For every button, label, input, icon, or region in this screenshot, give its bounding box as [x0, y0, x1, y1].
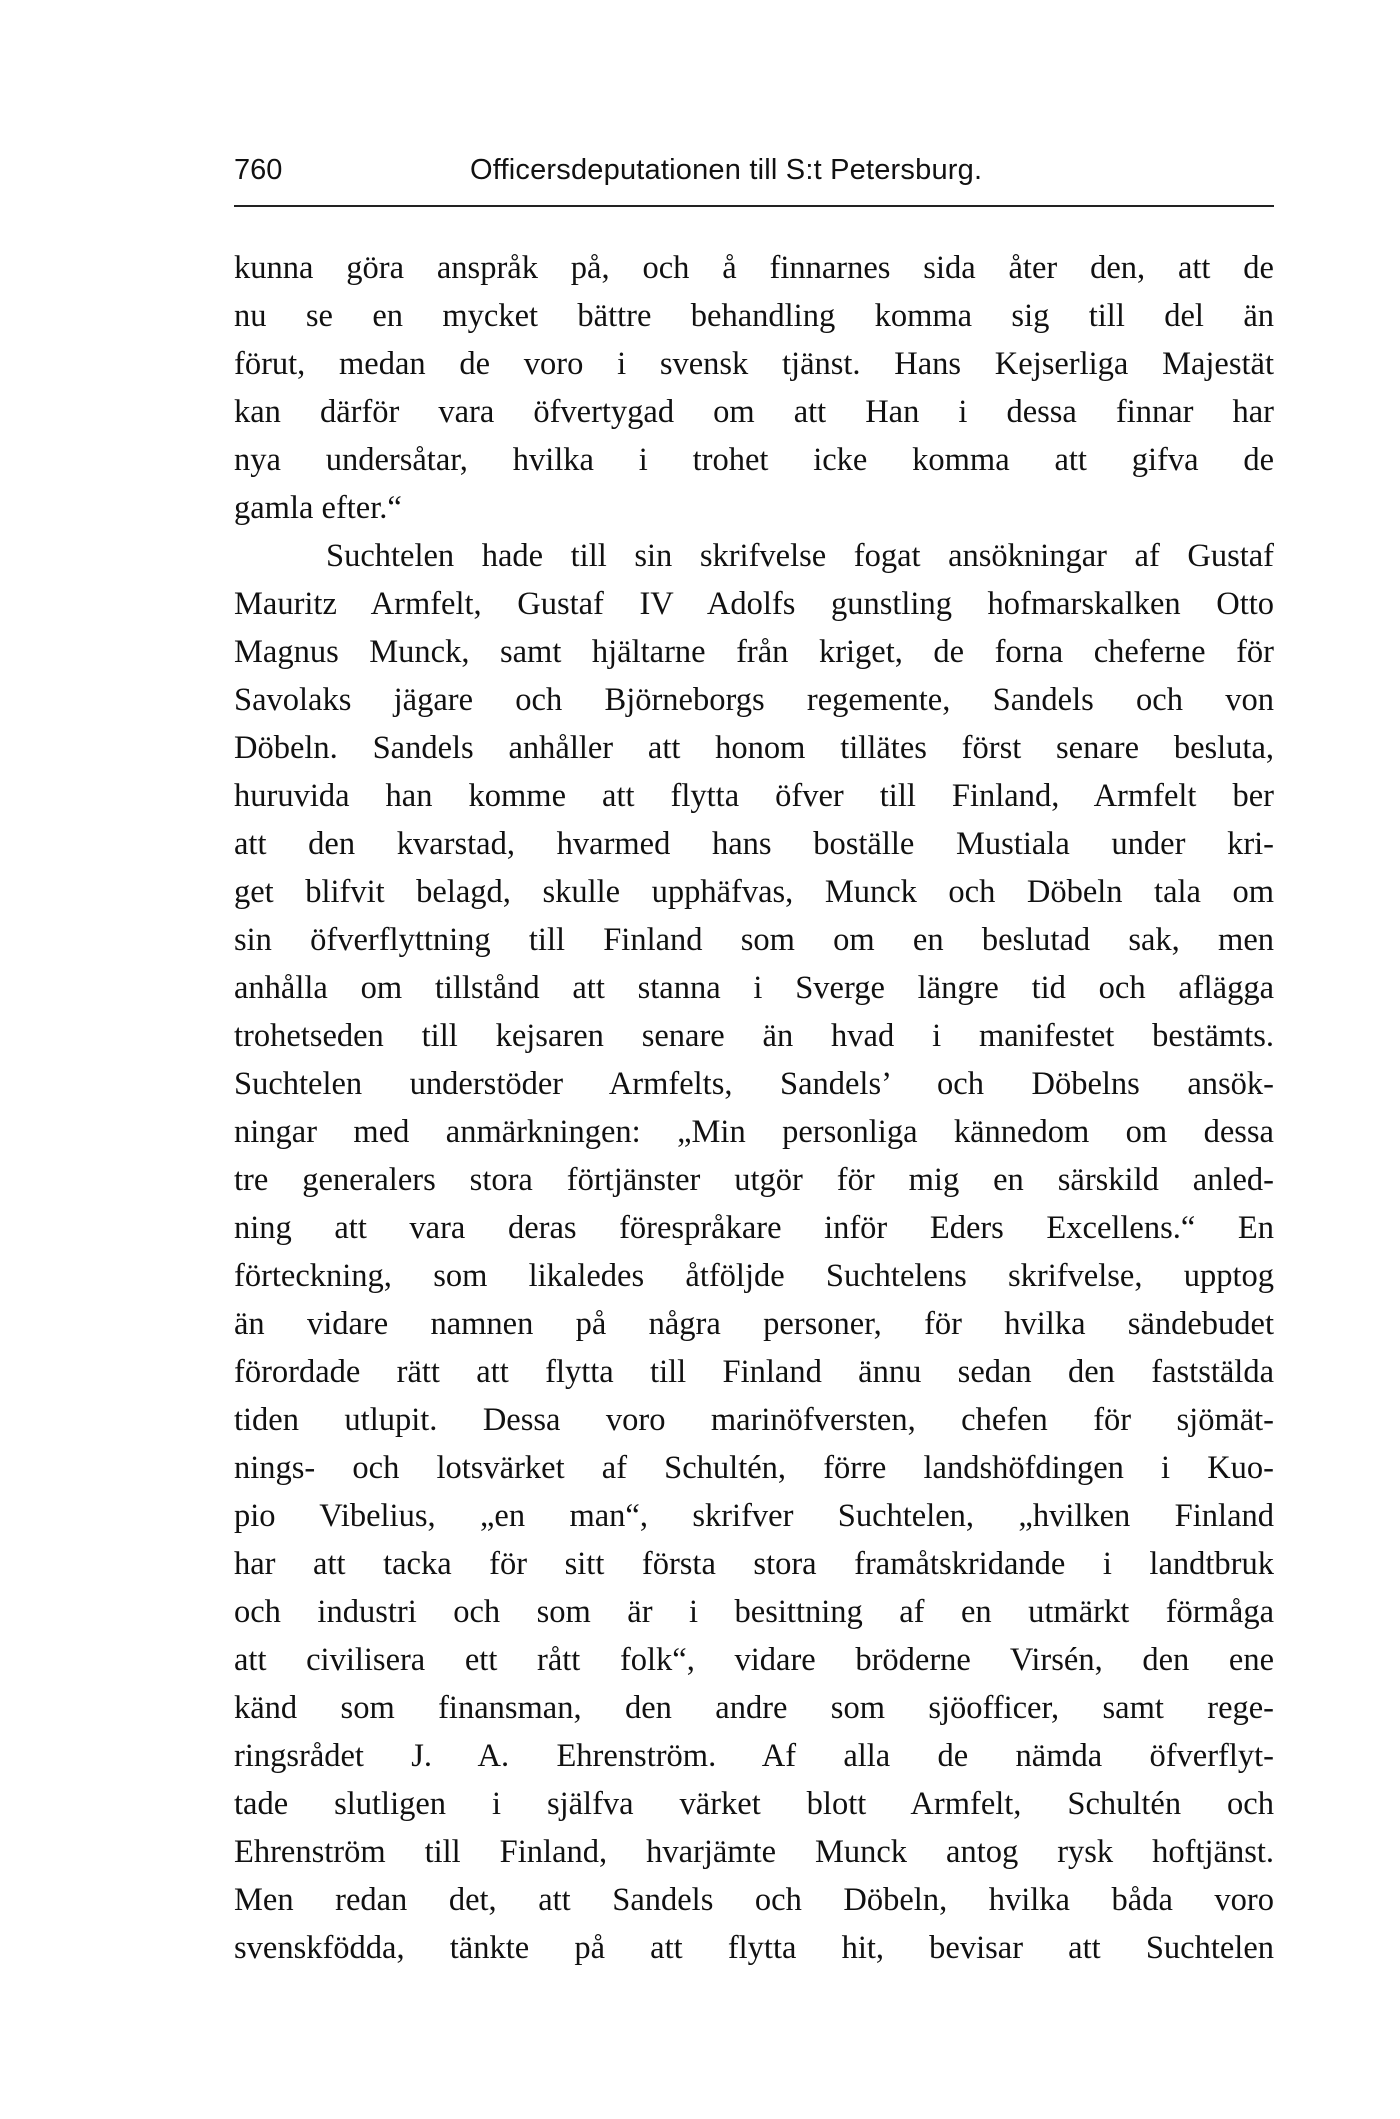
header-rule: [234, 205, 1274, 207]
text-line: Mauritz Armfelt, Gustaf IV Adolfs gunstling hofmarskalken Otto: [234, 586, 1274, 622]
text-line: ningar med anmärkningen: „Min personliga kännedom om dessa: [234, 1114, 1274, 1150]
text-line: att den kvarstad, hvarmed hans boställe Mustiala under kri-: [234, 826, 1274, 862]
text-line: känd som finansman, den andre som sjöofficer, samt rege-: [234, 1690, 1274, 1726]
text-line: Suchtelen hade till sin skrifvelse fogat ansökningar af Gustaf: [326, 538, 1274, 574]
text-line: förut, medan de voro i svensk tjänst. Hans Kejserliga Majestät: [234, 346, 1274, 382]
body-text: [234, 244, 1274, 1972]
text-line: och industri och som är i besittning af en utmärkt förmåga: [234, 1594, 1274, 1630]
page-number: 760: [234, 154, 283, 186]
text-line: sin öfverflyttning till Finland som om en beslutad sak, men: [234, 922, 1274, 958]
text-line: trohetseden till kejsaren senare än hvad i manifestet bestämts.: [234, 1018, 1274, 1054]
text-line: nya undersåtar, hvilka i trohet icke komma att gifva de: [234, 442, 1274, 478]
text-line: nings- och lotsvärket af Schultén, förre landshöfdingen i Kuo-: [234, 1450, 1274, 1486]
running-head: [234, 150, 1274, 190]
text-line: kan därför vara öfvertygad om att Han i dessa finnar har: [234, 394, 1274, 430]
text-line: kunna göra anspråk på, och å finnarnes sida åter den, att de: [234, 250, 1274, 286]
text-line: Suchtelen understöder Armfelts, Sandels’ och Döbelns ansök-: [234, 1066, 1274, 1102]
text-line: anhålla om tillstånd att stanna i Sverge längre tid och aflägga: [234, 970, 1274, 1006]
text-line: förteckning, som likaledes åtföljde Suchtelens skrifvelse, upptog: [234, 1258, 1274, 1294]
text-line: tade slutligen i själfva värket blott Armfelt, Schultén och: [234, 1786, 1274, 1822]
text-line: Magnus Munck, samt hjältarne från kriget, de forna cheferne för: [234, 634, 1274, 670]
text-line: Ehrenström till Finland, hvarjämte Munck antog rysk hoftjänst.: [234, 1834, 1274, 1870]
text-line: ning att vara deras förespråkare inför Eders Excellens.“ En: [234, 1210, 1274, 1246]
text-line: tiden utlupit. Dessa voro marinöfversten, chefen för sjömät-: [234, 1402, 1274, 1438]
text-line: pio Vibelius, „en man“, skrifver Suchtelen, „hvilken Finland: [234, 1498, 1274, 1534]
text-line: har att tacka för sitt första stora framåtskridande i landtbruk: [234, 1546, 1274, 1582]
text-line: huruvida han komme att flytta öfver till Finland, Armfelt ber: [234, 778, 1274, 814]
text-line: Savolaks jägare och Björneborgs regemente, Sandels och von: [234, 682, 1274, 718]
text-line: svenskfödda, tänkte på att flytta hit, bevisar att Suchtelen: [234, 1930, 1274, 1966]
text-line: gamla efter.“: [234, 490, 402, 526]
text-line: ringsrådet J. A. Ehrenström. Af alla de nämda öfverflyt-: [234, 1738, 1274, 1774]
text-line: än vidare namnen på några personer, för hvilka sändebudet: [234, 1306, 1274, 1342]
text-line: att civilisera ett rått folk“, vidare bröderne Virsén, den ene: [234, 1642, 1274, 1678]
text-line: nu se en mycket bättre behandling komma sig till del än: [234, 298, 1274, 334]
text-line: tre generalers stora förtjänster utgör för mig en särskild anled-: [234, 1162, 1274, 1198]
text-line: Men redan det, att Sandels och Döbeln, hvilka båda voro: [234, 1882, 1274, 1918]
text-line: förordade rätt att flytta till Finland ännu sedan den faststälda: [234, 1354, 1274, 1390]
running-title: Officersdeputationen till S:t Petersburg.: [470, 154, 983, 186]
text-line: Döbeln. Sandels anhåller att honom tillätes först senare besluta,: [234, 730, 1274, 766]
text-line: get blifvit belagd, skulle upphäfvas, Munck och Döbeln tala om: [234, 874, 1274, 910]
